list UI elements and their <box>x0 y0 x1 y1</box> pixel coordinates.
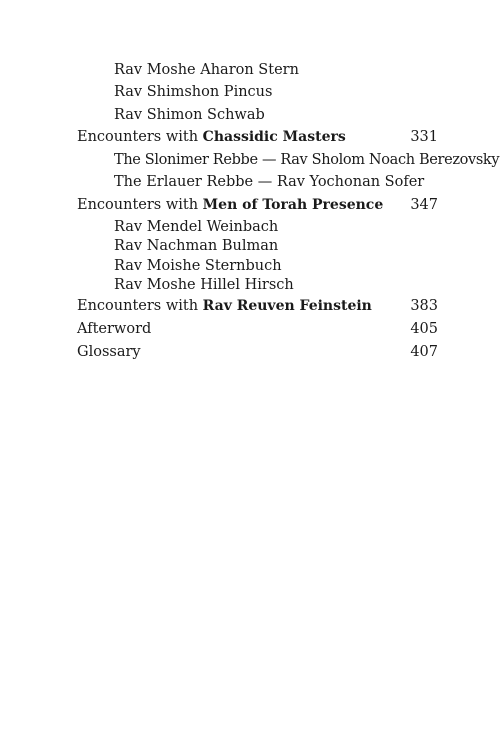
toc-entry-label: Glossary <box>77 344 141 360</box>
toc-page-number: 347 <box>410 197 438 213</box>
toc-subentry-label: Rav Shimon Schwab <box>114 107 265 123</box>
toc-entry-glossary <box>0 342 500 362</box>
toc-subentry-pincus <box>0 82 500 102</box>
toc-subentry-label: Rav Moshe Hillel Hirsch <box>114 277 294 293</box>
toc-entry-label <box>77 195 383 215</box>
toc-page-number: 383 <box>410 298 438 314</box>
toc-subentry-slonimer <box>0 150 500 170</box>
toc-subentry-label: Rav Moishe Sternbuch <box>114 258 282 274</box>
toc-entry-title: Men of Torah Presence <box>202 197 384 213</box>
toc-subentry-erlauer <box>0 172 500 192</box>
toc-page-number: 331 <box>410 129 438 145</box>
toc-entry-title: Chassidic Masters <box>202 129 346 145</box>
toc-entry-chassidic-masters <box>0 127 500 147</box>
toc-entry-label <box>77 296 372 316</box>
toc-subentry-weinbach <box>0 217 500 237</box>
toc-entry-label: Afterword <box>77 321 152 337</box>
toc-subentry-label: Rav Mendel Weinbach <box>114 219 279 235</box>
toc-page-number: 405 <box>410 321 438 337</box>
toc-subentry-label: Rav Nachman Bulman <box>114 238 279 254</box>
toc-entry-prefix: Encounters with <box>77 129 203 145</box>
toc-entry-title: Rav Reuven Feinstein <box>202 298 372 314</box>
toc-page-number: 407 <box>410 344 438 360</box>
toc-subentry-bulman <box>0 236 500 256</box>
toc-subentry-label: Rav Moshe Aharon Stern <box>114 62 299 78</box>
toc-entry-afterword <box>0 319 500 339</box>
toc-entry-prefix: Encounters with <box>77 298 203 314</box>
toc-entry-label <box>77 127 346 147</box>
toc-subentry-label: Rav Shimshon Pincus <box>114 84 273 100</box>
toc-subentry-hirsch <box>0 275 500 295</box>
toc-entry-men-of-torah-presence <box>0 195 500 215</box>
toc-subentry-schwab <box>0 105 500 125</box>
toc-subentry-stern <box>0 60 500 80</box>
toc-subentry-sternbuch <box>0 256 500 276</box>
toc-subentry-label: The Slonimer Rebbe — Rav Sholom Noach Berezovsky <box>114 152 500 168</box>
toc-subentry-label: The Erlauer Rebbe — Rav Yochonan Sofer <box>114 174 425 190</box>
toc-entry-prefix: Encounters with <box>77 197 203 213</box>
toc-entry-reuven-feinstein <box>0 296 500 316</box>
